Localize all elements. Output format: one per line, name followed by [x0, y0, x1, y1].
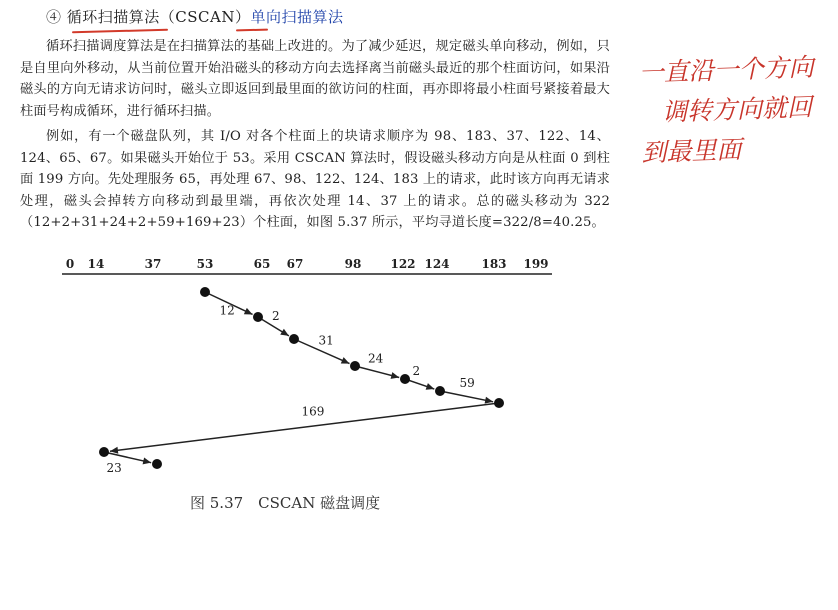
paragraph-2: 例如，有一个磁盘队列，其 I/O 对各个柱面上的块请求顺序为 98、183、37、122、14、124、65、67。如果磁头开始位于 53。采用 CSCAN 算法时，假设磁头移动方向是从柱面 0 到柱面 199 方向。先处理服务 65，再处理 67、98、122、124、183 上的请求，此时该方向再无请求处理，磁头会掉转方向移动到最里端，再依次处理 14、37 上的请求。总的磁头移动为 322（12+2+31+24+2+59+169+23）个柱面，如图 5.37 所示，平均寻道长度=322/8=40.25。	[20, 129, 610, 230]
section-title-algo: 循环扫描算法（CSCAN）	[66, 8, 251, 26]
request-point	[152, 459, 162, 469]
segment-length-label: 24	[368, 351, 384, 366]
axis-tick-label: 0	[65, 257, 75, 271]
note-line-1: 一直沿一个方向	[638, 52, 815, 88]
paragraph-1: 循环扫描调度算法是在扫描算法的基础上改进的。为了减少延迟，规定磁头单向移动，例如，只是自里向外移动，从当前位置开始沿磁头的移动方向去选择离当前磁头最近的那个柱面访问，如果沿磁头的方向无请求访问时，磁头立即返回到最里面的欲访问的柱面，再亦即将最小柱面号紧接着最大柱面号构成循环，进行循环扫描。	[20, 39, 610, 119]
cscan-diagram	[0, 248, 600, 488]
request-point	[200, 287, 210, 297]
seek-segment	[440, 391, 493, 402]
axis-tick-label: 14	[87, 257, 105, 271]
red-underline-2	[236, 29, 268, 32]
note-line-3: 到最里面	[640, 134, 742, 168]
axis-tick-label: 37	[144, 257, 162, 271]
section-number: ④	[46, 8, 62, 26]
request-point	[253, 312, 263, 322]
axis-tick-label: 67	[286, 257, 304, 271]
handwritten-note	[638, 47, 838, 174]
request-point	[99, 447, 109, 457]
segment-length-label: 59	[459, 376, 475, 390]
note-line-2: 调转方向就回	[661, 92, 813, 127]
request-point	[435, 386, 445, 396]
axis-tick-label: 65	[253, 257, 271, 271]
request-point	[400, 374, 410, 384]
arrowhead	[110, 447, 118, 454]
section-title-annotation: 单向扫描算法	[250, 8, 344, 26]
axis-tick-label: 122	[390, 257, 416, 271]
segment-length-label: 23	[106, 461, 122, 475]
arrowhead	[485, 397, 494, 404]
segment-length-label: 2	[272, 309, 280, 323]
segment-length-label: 12	[219, 303, 235, 318]
arrowhead	[143, 457, 152, 464]
axis-tick-label: 98	[344, 257, 362, 271]
axis-tick-label: 199	[523, 257, 549, 271]
arrowhead	[426, 383, 435, 390]
segment-length-label: 2	[412, 364, 421, 378]
request-point	[289, 334, 299, 344]
figure-caption: 图 5.37 CSCAN 磁盘调度	[190, 494, 381, 510]
segment-length-label: 31	[318, 333, 334, 348]
red-underline-1	[72, 29, 168, 34]
section-heading	[46, 6, 344, 27]
segment-length-label: 169	[301, 404, 325, 419]
arrowhead	[280, 329, 289, 336]
axis-tick-label: 124	[424, 257, 450, 271]
axis-tick-label: 183	[481, 257, 507, 271]
request-point	[494, 398, 504, 408]
request-point	[350, 361, 360, 371]
axis-tick-label: 53	[196, 257, 214, 271]
